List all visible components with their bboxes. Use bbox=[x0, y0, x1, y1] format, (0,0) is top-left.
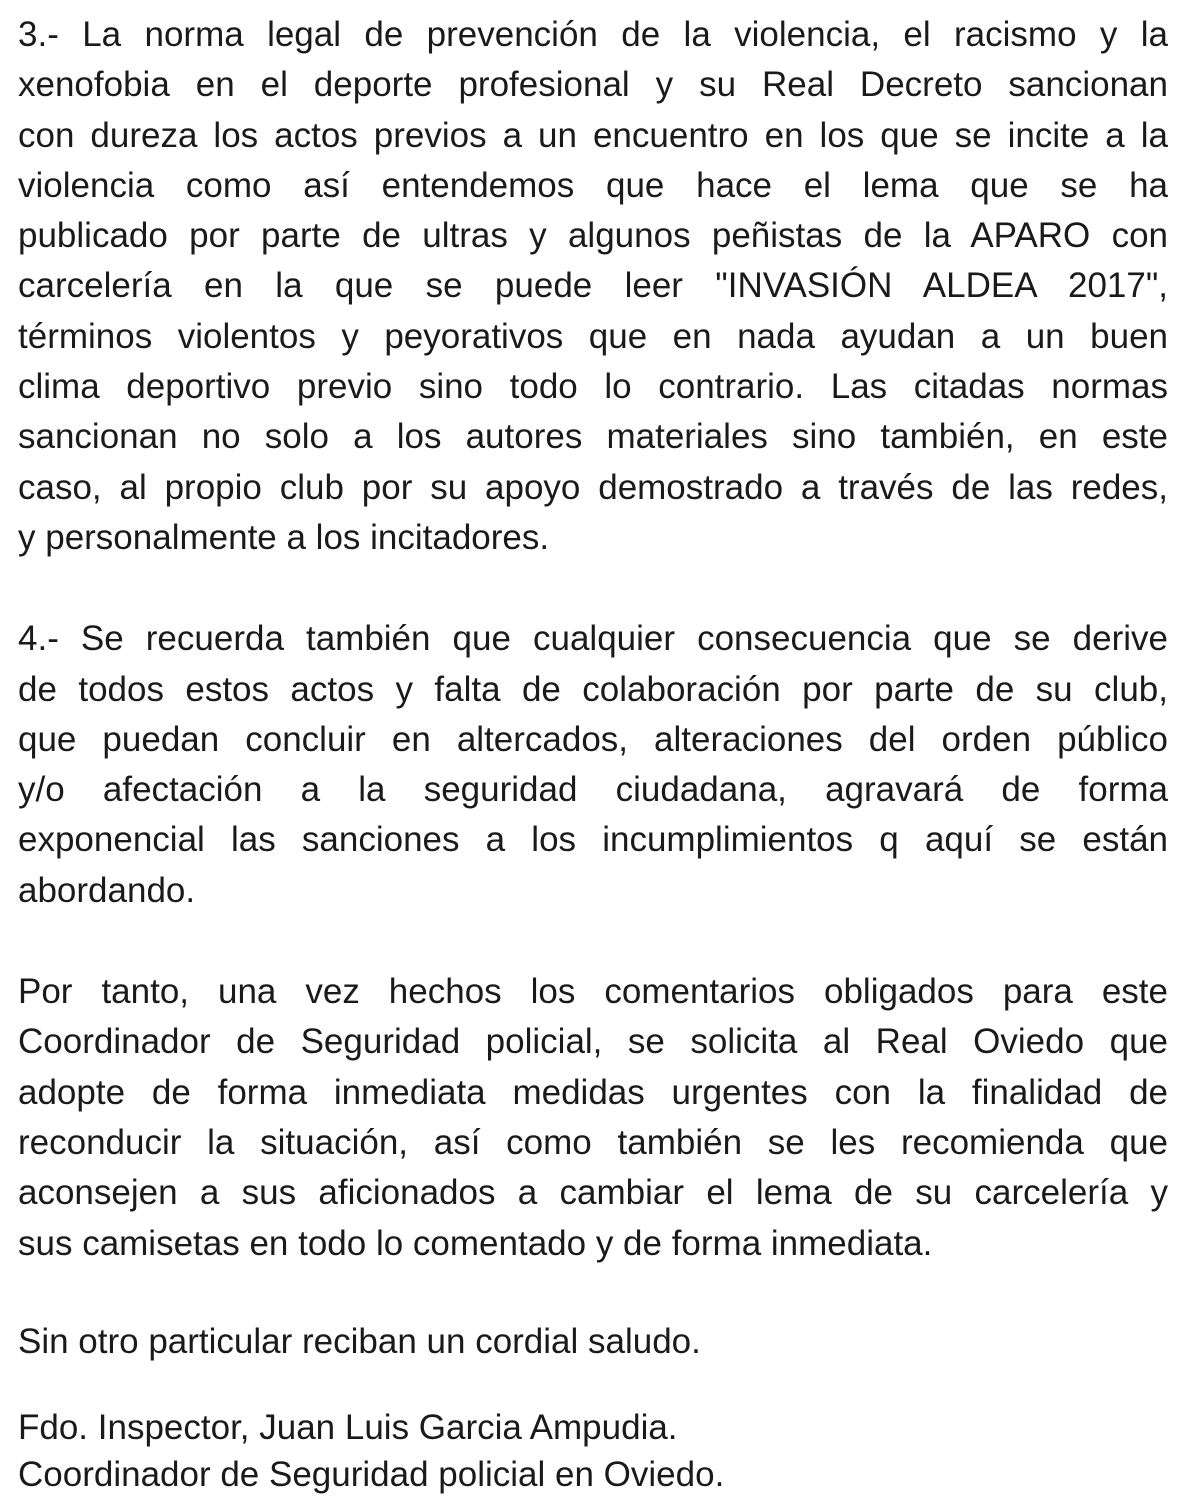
text-line: y/o afectación a la seguridad ciudadana, agravará de forma bbox=[18, 770, 1168, 810]
text-line: Por tanto, una vez hechos los comentarios obligados para este bbox=[18, 972, 1168, 1012]
text-line: sancionan no solo a los autores materiales sino también, en este bbox=[18, 417, 1168, 457]
text-line: exponencial las sanciones a los incumplimientos q aquí se están bbox=[18, 820, 1168, 860]
text-line: Coordinador de Seguridad policial, se solicita al Real Oviedo que bbox=[18, 1022, 1168, 1062]
text-line: violencia como así entendemos que hace el lema que se ha bbox=[18, 165, 1168, 205]
paragraph-point-4 bbox=[18, 614, 1168, 916]
paragraph-conclusion bbox=[18, 967, 1168, 1269]
text-line-last: y personalmente a los incitadores. bbox=[18, 517, 550, 557]
text-line-last: sus camisetas en todo lo comentado y de forma inmediata. bbox=[18, 1223, 933, 1263]
text-line: caso, al propio club por su apoyo demostrado a través de las redes, bbox=[18, 467, 1168, 507]
text-line: términos violentos y peyorativos que en nada ayudan a un buen bbox=[18, 316, 1168, 356]
text-line: con dureza los actos previos a un encuentro en los que se incite a la bbox=[18, 115, 1168, 155]
text-line-last: abordando. bbox=[18, 870, 196, 910]
text-line: 3.- La norma legal de prevención de la violencia, el racismo y la bbox=[18, 15, 1168, 54]
paragraph-point-3 bbox=[18, 10, 1168, 563]
text-line: que puedan concluir en altercados, alteraciones del orden público bbox=[18, 719, 1168, 759]
closing-salutation bbox=[18, 1317, 1168, 1367]
text-line: de todos estos actos y falta de colaboración por parte de su club, bbox=[18, 669, 1168, 709]
letter-page bbox=[18, 10, 1168, 1497]
text-line: xenofobia en el deporte profesional y su Real Decreto sancionan bbox=[18, 65, 1168, 105]
paragraph-spacer bbox=[18, 1367, 1168, 1403]
text-line: carcelería en la que se puede leer "INVASIÓN ALDEA 2017", bbox=[18, 266, 1168, 306]
signature-name: Fdo. Inspector, Juan Luis Garcia Ampudia. bbox=[18, 1408, 678, 1448]
paragraph-spacer bbox=[18, 1269, 1168, 1317]
text-line: clima deportivo previo sino todo lo contrario. Las citadas normas bbox=[18, 367, 1168, 407]
text-line: aconsejen a sus aficionados a cambiar el lema de su carcelería y bbox=[18, 1173, 1168, 1213]
text-line: adopte de forma inmediata medidas urgentes con la finalidad de bbox=[18, 1072, 1168, 1112]
signature-title: Coordinador de Seguridad policial en Oviedo. bbox=[18, 1455, 725, 1495]
paragraph-spacer bbox=[18, 916, 1168, 967]
closing-line: Sin otro particular reciban un cordial saludo. bbox=[18, 1321, 701, 1361]
text-line: reconducir la situación, así como también se les recomienda que bbox=[18, 1122, 1168, 1162]
text-line: 4.- Se recuerda también que cualquier consecuencia que se derive bbox=[18, 619, 1168, 659]
text-line: publicado por parte de ultras y algunos peñistas de la APARO con bbox=[18, 216, 1168, 256]
signature-block bbox=[18, 1403, 1168, 1497]
paragraph-spacer bbox=[18, 563, 1168, 614]
